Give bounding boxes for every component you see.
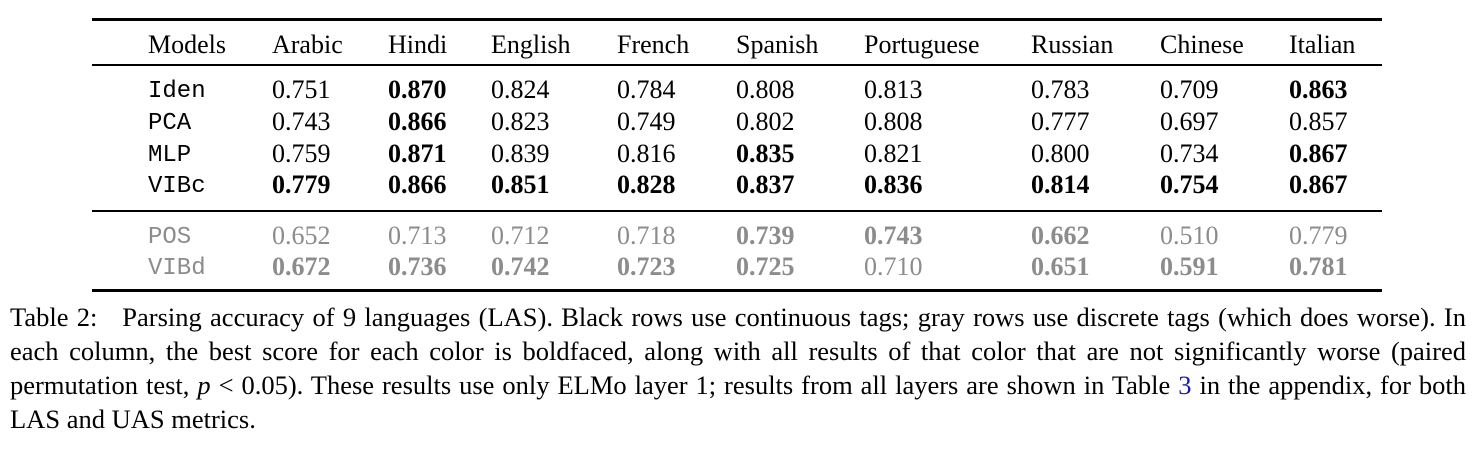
score-vibd-french: 0.723 — [617, 252, 676, 281]
column-header-english: English — [491, 30, 571, 59]
score-pca-hindi: 0.866 — [388, 107, 447, 136]
column-header-chinese: Chinese — [1160, 30, 1244, 59]
top-rule — [92, 18, 1382, 21]
score-pos-russian: 0.662 — [1031, 221, 1090, 250]
caption-text-1: Parsing accuracy of 9 languages (LAS). Black rows use continuous tags; gray rows use discrete tags (which does worse). In each column, the best score for each color is boldfaced, along with all results of that color that are not significantly worse (paired permutation test, — [10, 302, 1466, 400]
score-vibd-chinese: 0.591 — [1160, 252, 1219, 281]
score-mlp-french: 0.816 — [617, 139, 676, 168]
score-pos-spanish: 0.739 — [736, 221, 795, 250]
score-iden-spanish: 0.808 — [736, 75, 795, 104]
score-pca-arabic: 0.743 — [272, 107, 331, 136]
score-pca-russian: 0.777 — [1031, 107, 1090, 136]
model-name-vibd: VIBd — [148, 255, 206, 282]
score-iden-chinese: 0.709 — [1160, 75, 1219, 104]
score-mlp-russian: 0.800 — [1031, 139, 1090, 168]
score-vibc-french: 0.828 — [617, 170, 676, 199]
column-header-arabic: Arabic — [272, 30, 343, 59]
score-vibd-russian: 0.651 — [1031, 252, 1090, 281]
score-vibc-arabic: 0.779 — [272, 170, 331, 199]
score-vibd-italian: 0.781 — [1289, 252, 1348, 281]
score-pos-chinese: 0.510 — [1160, 221, 1219, 250]
score-pca-english: 0.823 — [491, 107, 550, 136]
column-header-models: Models — [148, 30, 226, 59]
caption-text-2: < 0.05). These results use only ELMo layer 1; results from all layers are shown in Table — [218, 370, 1171, 400]
score-vibc-spanish: 0.837 — [736, 170, 795, 199]
score-mlp-italian: 0.867 — [1289, 139, 1348, 168]
score-vibd-spanish: 0.725 — [736, 252, 795, 281]
model-name-mlp: MLP — [148, 142, 192, 169]
score-pca-spanish: 0.802 — [736, 107, 795, 136]
score-iden-italian: 0.863 — [1289, 75, 1348, 104]
model-name-pca: PCA — [148, 110, 192, 137]
model-name-pos: POS — [148, 224, 192, 251]
column-header-portuguese: Portuguese — [864, 30, 980, 59]
score-pca-italian: 0.857 — [1289, 107, 1348, 136]
score-mlp-hindi: 0.871 — [388, 139, 447, 168]
column-header-russian: Russian — [1031, 30, 1114, 59]
model-name-vibc: VIBc — [148, 173, 206, 200]
score-iden-english: 0.824 — [491, 75, 550, 104]
score-vibc-chinese: 0.754 — [1160, 170, 1219, 199]
score-mlp-english: 0.839 — [491, 139, 550, 168]
score-mlp-arabic: 0.759 — [272, 139, 331, 168]
column-header-hindi: Hindi — [388, 30, 448, 59]
score-iden-french: 0.784 — [617, 75, 676, 104]
column-header-french: French — [617, 30, 690, 59]
group-divider-rule — [92, 210, 1382, 212]
score-mlp-spanish: 0.835 — [736, 139, 795, 168]
score-pos-hindi: 0.713 — [388, 221, 447, 250]
score-vibc-russian: 0.814 — [1031, 170, 1090, 199]
score-vibc-english: 0.851 — [491, 170, 550, 199]
table-3-link[interactable]: 3 — [1178, 370, 1192, 400]
score-vibd-arabic: 0.672 — [272, 252, 331, 281]
score-mlp-portuguese: 0.821 — [864, 139, 923, 168]
caption-p-symbol: p — [197, 370, 211, 400]
score-vibc-italian: 0.867 — [1289, 170, 1348, 199]
score-iden-portuguese: 0.813 — [864, 75, 923, 104]
column-header-italian: Italian — [1289, 30, 1356, 59]
score-pos-portuguese: 0.743 — [864, 221, 923, 250]
caption-label: Table 2: — [10, 302, 98, 332]
score-pca-portuguese: 0.808 — [864, 107, 923, 136]
score-vibd-english: 0.742 — [491, 252, 550, 281]
header-rule — [92, 64, 1382, 66]
score-mlp-chinese: 0.734 — [1160, 139, 1219, 168]
model-name-iden: Iden — [148, 78, 206, 105]
score-pos-english: 0.712 — [491, 221, 550, 250]
score-vibc-portuguese: 0.836 — [864, 170, 923, 199]
score-pos-italian: 0.779 — [1289, 221, 1348, 250]
bottom-rule — [92, 289, 1382, 292]
score-pca-chinese: 0.697 — [1160, 107, 1219, 136]
score-iden-arabic: 0.751 — [272, 75, 331, 104]
score-iden-hindi: 0.870 — [388, 75, 447, 104]
score-iden-russian: 0.783 — [1031, 75, 1090, 104]
score-pos-french: 0.718 — [617, 221, 676, 250]
score-pca-french: 0.749 — [617, 107, 676, 136]
score-pos-arabic: 0.652 — [272, 221, 331, 250]
score-vibc-hindi: 0.866 — [388, 170, 447, 199]
caption-text-3: in the appendix, for both LAS and UAS metrics. — [10, 370, 1467, 434]
score-vibd-portuguese: 0.710 — [864, 252, 923, 281]
table-caption — [10, 300, 1466, 436]
score-vibd-hindi: 0.736 — [388, 252, 447, 281]
column-header-spanish: Spanish — [736, 30, 819, 59]
